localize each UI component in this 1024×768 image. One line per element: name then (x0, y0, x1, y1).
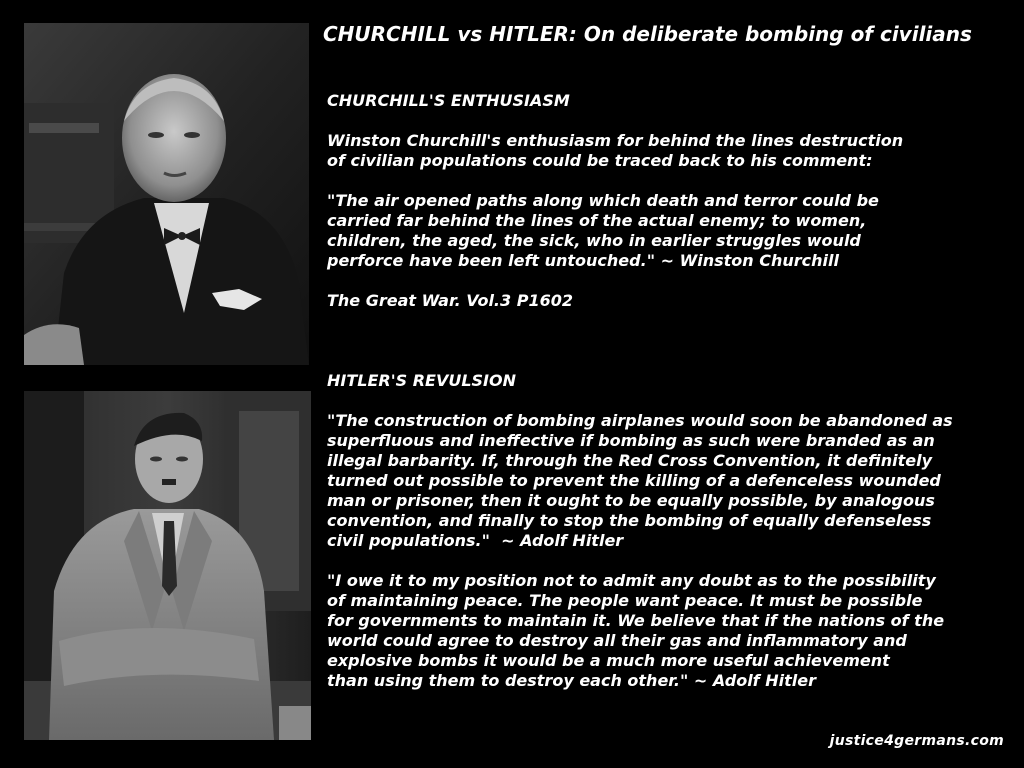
hitler-portrait-photo (24, 391, 311, 740)
page-title: CHURCHILL vs HITLER: On deliberate bombing of civilians (323, 22, 972, 46)
churchill-quote: "The air opened paths along which death and terror could be carried far behind the lines of the actual enemy; to women, children, the aged, the sick, who in earlier struggles would perforce have been left untouched." ~ Winston Churchill (327, 191, 879, 270)
hitler-quote-bombing: "The construction of bombing airplanes would soon be abandoned as superfluous and ineffective if bombing as such were branded as an illegal barbarity. If, through the Red Cross Convention, it definitely turned out possible to prevent the killing of a defenceless wounded man or prisoner, then it ought to be equally possible, by analogous convention, and finally to stop the bombing of equally defenseless civil populations." ~ Adolf Hitler (327, 411, 953, 550)
churchill-portrait-photo (24, 23, 309, 365)
churchill-intro-text: Winston Churchill's enthusiasm for behind the lines destruction of civilian populations could be traced back to his comment: (327, 131, 904, 170)
hitler-section-heading: HITLER'S REVULSION (327, 371, 516, 390)
hitler-quote-peace: "I owe it to my position not to admit any doubt as to the possibility of maintaining peace. The people want peace. It must be possible for governments to maintain it. We believe that if the nations of the world could agree to destroy all their gas and inflammatory and explosive bombs it would be a much more useful achievement than using them to destroy each other." ~ Adolf Hitler (327, 571, 945, 690)
churchill-quote-source: The Great War. Vol.3 P1602 (327, 291, 573, 310)
site-watermark: justice4germans.com (829, 733, 1004, 749)
churchill-section-heading: CHURCHILL'S ENTHUSIASM (327, 91, 570, 110)
